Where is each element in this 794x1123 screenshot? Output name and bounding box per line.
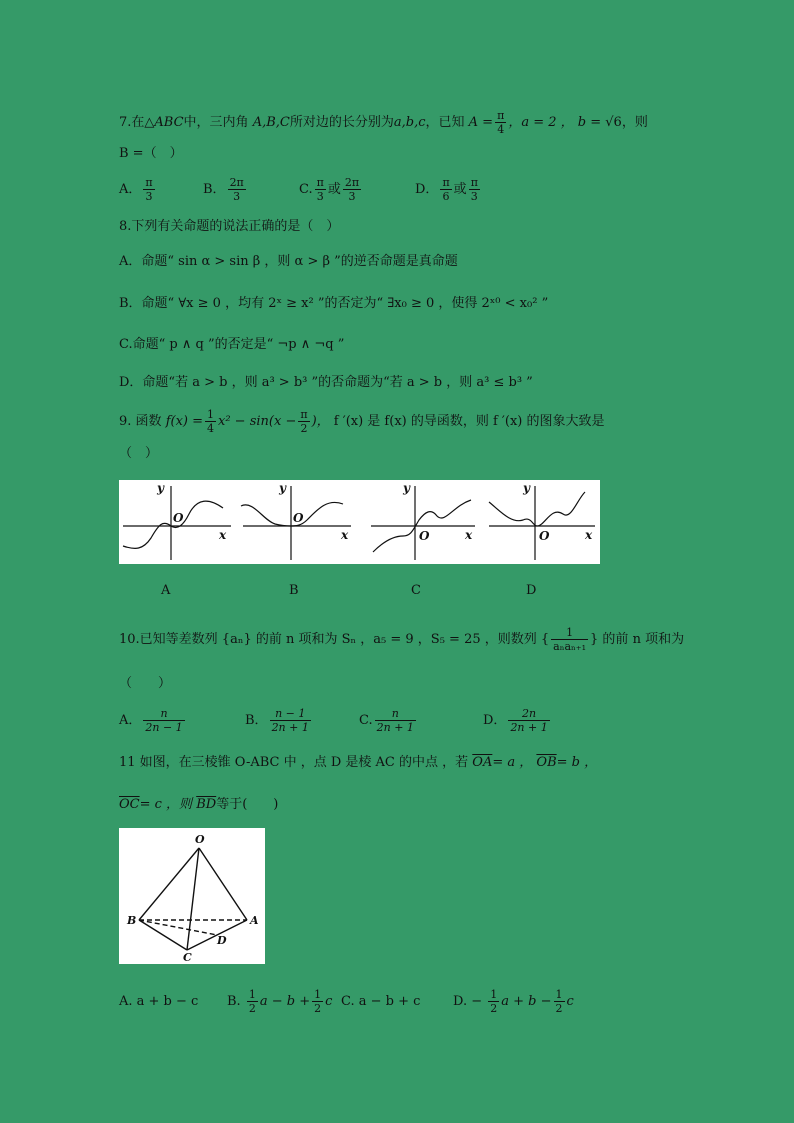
q7-b-eq: b = <box>577 115 602 130</box>
graph-a-x-label: x <box>219 528 227 542</box>
q8-stem: 8.下列有关命题的说法正确的是（ ） <box>119 219 340 234</box>
q10-option-c: C. $\frac{n}{2n + 1}$ <box>359 707 414 734</box>
graph-d <box>489 486 595 560</box>
q7-option-d: D． $\frac{\pi}{6}$ 或 $\frac{\pi}{3}$ <box>415 176 478 203</box>
q7-option-b: B． $\frac{2\pi}{3}$ <box>203 176 244 203</box>
q11-vector-bd: $\overline{BD}$ <box>196 797 217 812</box>
graph-d-x-label: x <box>585 528 593 542</box>
graph-a-y-label: y <box>157 481 164 495</box>
graph-c <box>371 486 475 560</box>
q7-line2: B =（ ） <box>119 146 183 161</box>
edge-oc <box>187 848 199 950</box>
edge-oa <box>199 848 247 920</box>
q11-vector-ob: $\overline{OB}$ <box>536 755 557 770</box>
q7-A-fraction: $\frac{\pi}{4}$ <box>497 109 505 136</box>
graph-b-curve <box>241 502 343 526</box>
q7-A-eq: A = <box>468 115 494 130</box>
q7-angles: A,B,C <box>252 115 290 130</box>
q10-stem: 10.已知等差数列 {aₙ} 的前 n 项和为 Sₙ ，a₅ = 9 ，S₅ = 25 ，则数列 { $\frac{1}{\text{aₙaₙ₊₁}}$ } 的前 n 项和为 <box>119 626 685 653</box>
q11-stem-line2: $\overline{OC}= c$ ，则 $\overline{BD}$等于( ) <box>119 797 279 812</box>
q8-option-a: A．命题“ sin α > sin β ，则 α > β ”的逆否命题是真命题 <box>119 254 458 269</box>
vertex-c: C <box>183 951 192 964</box>
q9-graph-label-c: C <box>411 583 421 598</box>
q10-option-b: B． $\frac{n - 1}{2n + 1}$ <box>245 707 309 734</box>
graph-a-origin: O <box>173 511 184 525</box>
q7-option-a: A． $\frac{\pi}{3}$ <box>119 176 153 203</box>
q11-option-a: A. a + b − c <box>119 994 199 1009</box>
graph-d-y-label: y <box>523 481 530 495</box>
q10-paren: （ ） <box>119 676 172 691</box>
q8-option-c: C.命题“ p ∧ q ”的否定是“ ¬p ∧ ¬q ” <box>119 337 345 352</box>
q11-vector-oa: $\overline{OA}$ <box>472 755 493 770</box>
graph-b-x-label: x <box>341 528 349 542</box>
q9-paren: （ ） <box>119 446 159 461</box>
q11-option-b: B. $\frac{1}{2}$ a − b + $\frac{1}{2}$ c <box>227 988 333 1015</box>
q11-option-c: C. a − b + c <box>341 994 421 1009</box>
graph-d-curve <box>489 492 585 526</box>
graph-c-y-label: y <box>403 481 410 495</box>
vertex-d: D <box>217 934 227 947</box>
q8-option-b: B．命题“ ∀x ≥ 0 ，均有 2ˣ ≥ x² ”的否定为“ ∃x₀ ≥ 0 ，使得 2ˣ⁰ < x₀² ” <box>119 296 549 311</box>
q10-option-d: D． $\frac{2n}{2n + 1}$ <box>483 707 548 734</box>
vertex-b: B <box>127 914 137 927</box>
q9-graph-label-b: B <box>289 583 299 598</box>
q7-triangle: △ABC <box>144 115 184 130</box>
q11-tetrahedron-svg <box>119 828 265 964</box>
graph-d-origin: O <box>539 529 550 543</box>
vertex-a: A <box>250 914 259 927</box>
q7-b-root: √6 <box>605 115 622 130</box>
graph-b-origin: O <box>293 511 304 525</box>
q11-option-d: D. − $\frac{1}{2}$ a + b − $\frac{1}{2}$ c <box>453 988 574 1015</box>
graph-c-x-label: x <box>465 528 473 542</box>
graph-c-origin: O <box>419 529 430 543</box>
q7-option-a-fraction: $\frac{\pi}{3}$ <box>145 176 153 203</box>
q11-tetrahedron-figure <box>119 828 265 964</box>
q9-graphs-svg <box>119 480 600 564</box>
q8-option-d: D．命题“若 a > b ，则 a³ > b³ ”的否命题为“若 a > b ，则 a³ ≤ b³ ” <box>119 375 533 390</box>
edge-ob <box>139 848 199 920</box>
q11-stem: 11 如图，在三棱锥 O-ABC 中 ，点 D 是棱 AC 的中点 ，若 $\overline{OA}= a$ ， $\overline{OB}= b$ ， <box>119 755 598 770</box>
q9-function: f(x) = <box>165 414 203 429</box>
q9-stem: 9. 函数 f(x) = $\frac{1}{4}$ x² − sin(x − $\frac{\pi}{2}$ )， f ′(x) 是 f(x) 的导函数，则 f ′(x) 的图象大致是 <box>119 408 605 435</box>
q7-text: ，已知 <box>425 115 465 130</box>
q7-text: 所对边的长分别为 <box>289 115 394 130</box>
q7-a-eq: ，a = 2 ， <box>508 115 574 130</box>
q9-graphs-panel <box>119 480 600 564</box>
q10-fraction: $\frac{1}{\text{aₙaₙ₊₁}}$ <box>553 626 587 653</box>
q11-vector-oc: $\overline{OC}$ <box>119 797 140 812</box>
vertex-o: O <box>195 833 205 846</box>
q9-graph-label-a: A <box>161 583 171 598</box>
q7-sides: a,b,c <box>393 115 426 130</box>
q7-option-c: C. $\frac{\pi}{3}$ 或 $\frac{2\pi}{3}$ <box>299 176 360 203</box>
graph-b-y-label: y <box>279 481 286 495</box>
q7-stem: 7.在△ABC中，三内角 A,B,C所对边的长分别为a,b,c，已知 A = $\frac{\pi}{4}$ ，a = 2 ， b = √6，则 <box>119 109 648 136</box>
q7-text: 7.在 <box>119 115 145 130</box>
q9-graph-label-d: D <box>526 583 537 598</box>
q7-text: 中，三内角 <box>183 115 249 130</box>
q10-option-a: A． $\frac{n}{2n - 1}$ <box>119 707 183 734</box>
